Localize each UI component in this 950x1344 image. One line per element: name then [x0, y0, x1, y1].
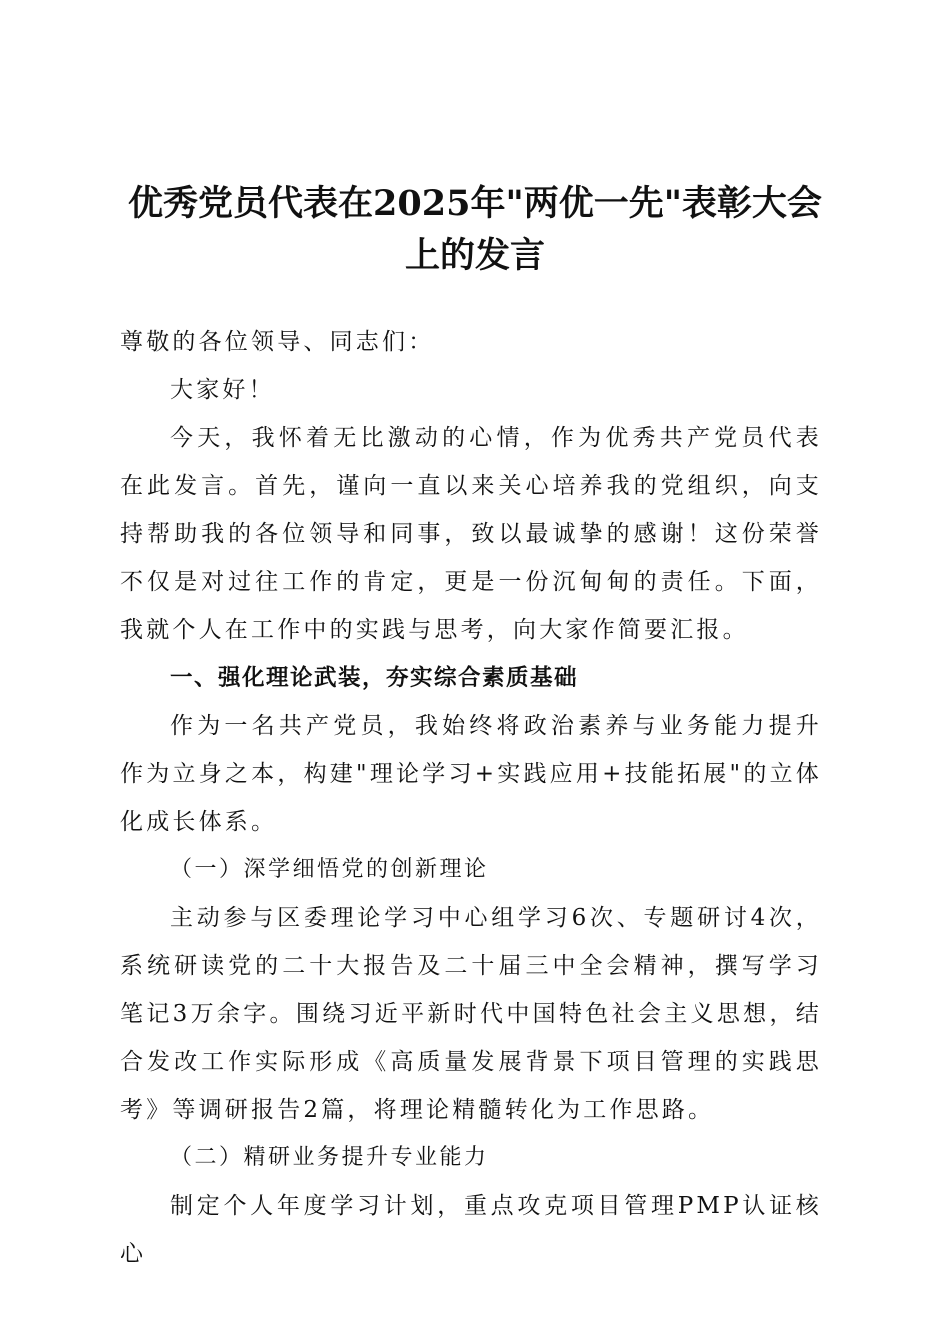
section-1-heading: 一、强化理论武装，夯实综合素质基础 — [170, 665, 579, 691]
title-line-1: 优秀党员代表在2025年"两优一先"表彰大会 — [128, 183, 822, 224]
subsection-2-text: 制定个人年度学习计划，重点攻克项目管理PMP认证核心 — [120, 1193, 822, 1267]
title-line-2: 上的发言 — [404, 235, 545, 276]
greeting: 大家好！ — [170, 377, 275, 403]
document-title — [100, 178, 850, 282]
subsection-2-heading: （二）精研业务提升专业能力 — [170, 1145, 489, 1170]
subsection-1-heading: （一）深学细悟党的创新理论 — [170, 857, 489, 882]
subsection-1-text: 主动参与区委理论学习中心组学习6次、专题研讨4次，系统研读党的二十大报告及二十届三中全会精神，撰写学习笔记3万余字。围绕习近平新时代中国特色社会主义思想，结合发改工作实际形成《高质量发展背景下项目管理的实践思考》等调研报告2篇，将理论精髓转化为工作思路。 — [120, 905, 822, 1123]
opening-paragraph: 今天，我怀着无比激动的心情，作为优秀共产党员代表在此发言。首先，谨向一直以来关心培养我的党组织，向支持帮助我的各位领导和同事，致以最诚挚的感谢！这份荣誉不仅是对过往工作的肯定，更是一份沉甸甸的责任。下面，我就个人在工作中的实践与思考，向大家作简要汇报。 — [120, 425, 822, 643]
section-1-intro: 作为一名共产党员，我始终将政治素养与业务能力提升作为立身之本，构建"理论学习+实践应用+技能拓展"的立体化成长体系。 — [120, 713, 822, 835]
document-body — [120, 318, 822, 1278]
salutation: 尊敬的各位领导、同志们： — [120, 329, 435, 355]
